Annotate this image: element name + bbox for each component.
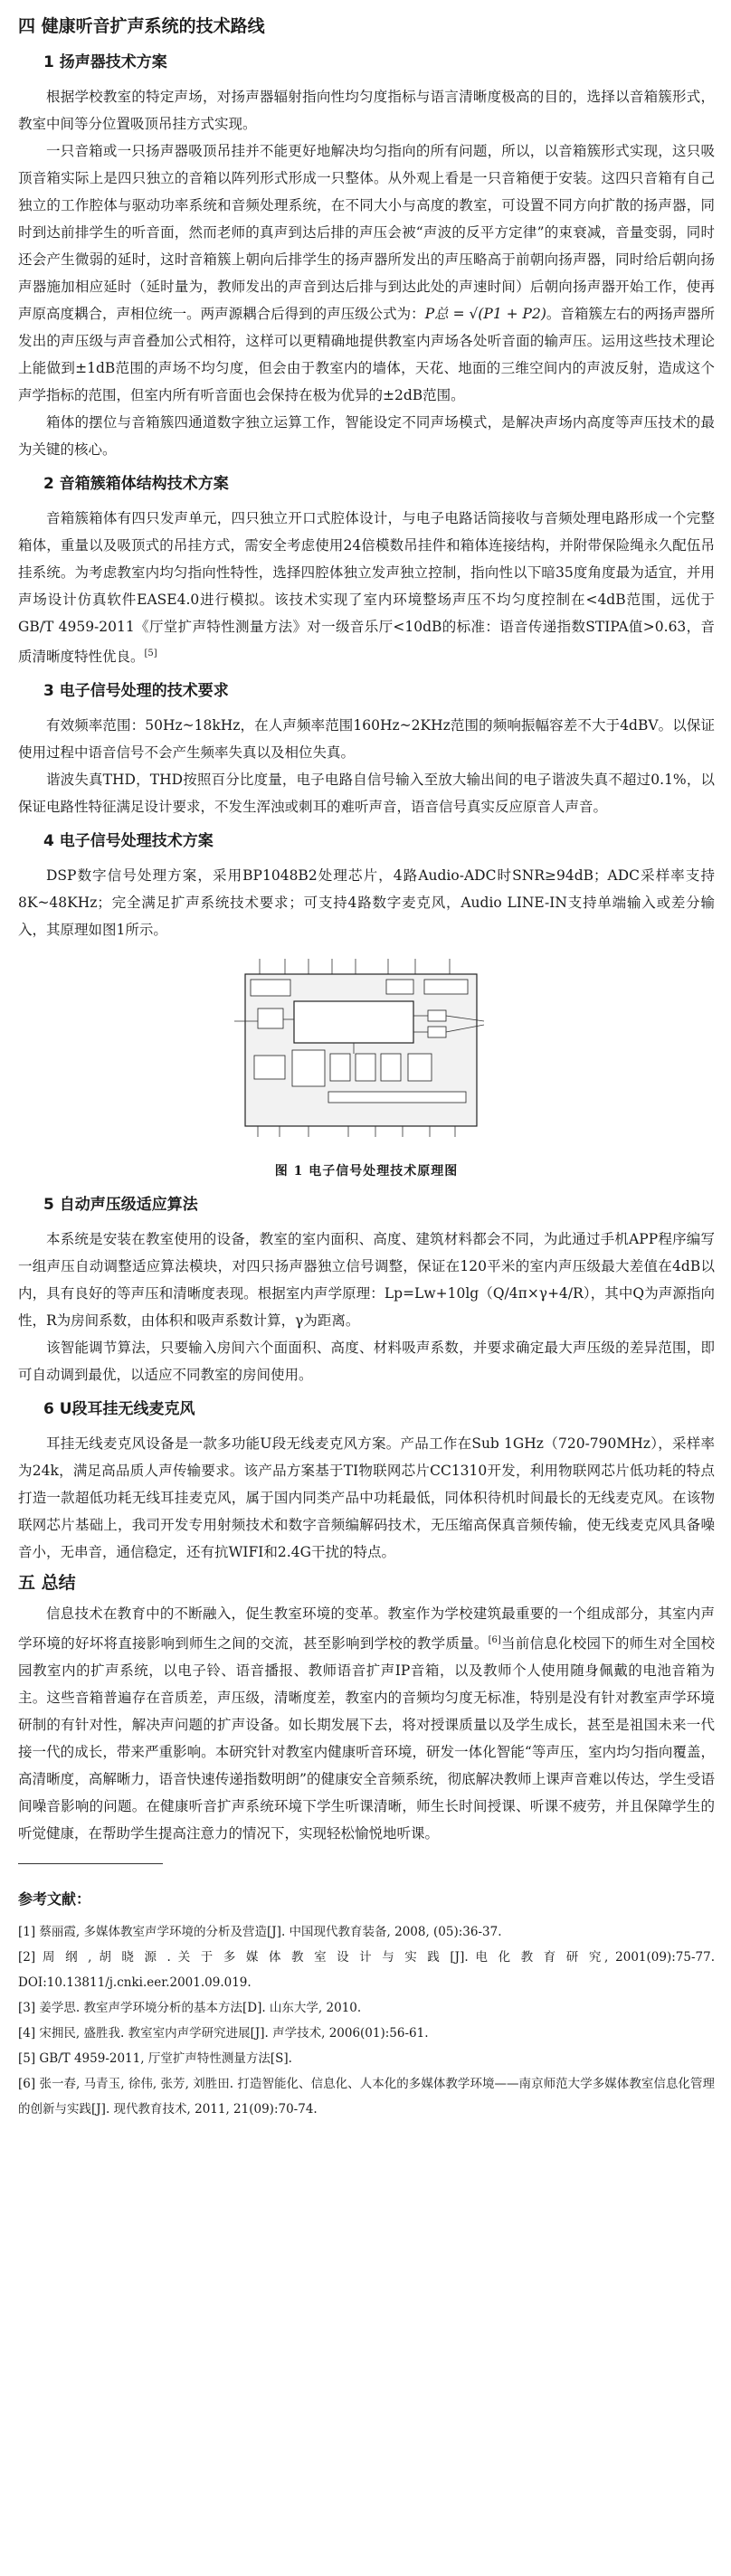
reference-item: [4] 宋拥民, 盛胜我. 教室室内声学研究进展[J]. 声学技术, 2006(01):56-61. [18, 2026, 429, 2041]
subsection-1-heading: 1 扬声器技术方案 [43, 53, 167, 71]
reference-item: [5] GB/T 4959-2011, 厅堂扩声特性测量方法[S]. [18, 2051, 292, 2067]
paragraph-text: 音箱簇箱体有四只发声单元，四只独立开口式腔体设计，与电子电路话筒接收与音频处理电路形成一个完整箱体，重量以及吸顶式的吊挂方式，需安全考虑使用24倍模数吊挂件和箱体连接结构，并附带保险绳永久配伍吊挂系统。为考虑教室内均匀指向性特性，选择四腔体独立发声独立控制，指向性以下暗35度角度最为适宜，并用声场设计仿真软件EASE4.0进行模拟。该技术实现了室内环境整场声压不均匀度控制在<4dB范围，远优于GB/T 4959-2011《厅堂扩声特性测量方法》对一级音乐厅<10dB的标准：语音传递指数STIPA值>0.63，音质清晰度特性优良。 [18, 510, 715, 666]
dsp-block-diagram [222, 949, 511, 1159]
paragraph [18, 1600, 715, 1847]
subsection-6-heading: 6 U段耳挂无线麦克风 [43, 1400, 195, 1419]
paragraph-text: 一只音箱或一只扬声器吸顶吊挂并不能更好地解决均匀指向的所有问题，所以，以音箱簇形式实现，这只吸顶音箱实际上是四只独立的音箱以阵列形式形成一只整体。从外观上看是一只音箱便于安装。这四只音箱有自己独立的工作腔体与驱动功率系统和音频处理系统，在不同大小与高度的教室，可设置不同方向扩散的扬声器，同时到达前排学生的听音面，然而老师的真声到达后排的声压会被“声波的反平方定律”的束衰减，音量变弱，同时还会产生微弱的延时，这时音箱簇上朝向后排学生的扬声器所发出的声压略高于前朝向扬声器，同时给后朝向扬声器施加相应延时（延时量为，教师发出的声音到达后排与到达此处的声速时间）后朝向扬声器开始工作，使再声原高度耦合，声相位统一。两声源耦合后得到的声压级公式为： [18, 143, 715, 322]
paragraph [18, 505, 715, 670]
paragraph: 耳挂无线麦克风设备是一款多功能U段无线麦克风方案。产品工作在Sub 1GHz（720-790MHz），采样率为24k，满足高品质人声传输要求。该产品方案基于TI物联网芯片CC1310开发，利用物联网芯片低功耗的特点打造一款超低功耗无线耳挂麦克风，属于国内同类产品中功耗最低，同体积待机时间最长的无线麦克风。在该物联网芯片基础上，我司开发专用射频技术和数字音频编解码技术，无压缩高保真音频传输，使无线麦克风具备噪音小，无串音，通信稳定，还有抗WIFI和2.4G干扰的特点。 [18, 1435, 715, 1561]
paragraph-text: 。音箱簇左右的两扬声器所发出的声压级与声音叠加公式相符，这样可以更精确地提供教室内声场各处听音面的输声压。运用这些技术理论上能做到±1dB范围的声场不均匀度，但会由于教室内的墙体，天花、地面的三维空间内的声波反射，造成这个声学指标的范围，但室内所有听音面也会保持在极为优异的±2dB范围。 [18, 306, 715, 403]
section-4-heading: 四 健康听音扩声系统的技术路线 [18, 16, 265, 36]
section-5-heading: 五 总结 [18, 1573, 76, 1594]
paragraph: 该智能调节算法，只要输入房间六个面面积、高度、材料吸声系数，并要求确定最大声压级的差异范围，即可自动调到最优，以适应不同教室的房间使用。 [18, 1340, 715, 1384]
references-heading: 参考文献： [18, 1890, 91, 1908]
paragraph: 本系统是安装在教室使用的设备，教室的室内面积、高度、建筑材料都会不同，为此通过手机APP程序编写一组声压自动调整适应算法模块，对四只扬声器独立信号调整，保证在120平米的室内声压级最大差值在4dB以内，具有良好的等声压和清晰度表现。根据室内声学原理：Lp=Lw+10lg（Q/4π×γ+4/R），其中Q为声源指向性，R为房间系数，由体积和吸声系数计算，γ为距离。 [18, 1231, 715, 1330]
figure-1 [18, 949, 715, 1182]
citation: [5] [144, 649, 157, 658]
paragraph: DSP数字信号处理方案，采用BP1048B2处理芯片，4路Audio-ADC时SNR≥94dB；ADC采样率支持8K~48KHz；完全满足扩声系统技术要求；可支持4路数字麦克风，Audio LINE-IN支持单端输入或差分输入，其原理如图1所示。 [18, 867, 715, 939]
figure-caption: 图 1 电子信号处理技术原理图 [274, 1164, 459, 1179]
paragraph-text: 信息技术在教育中的不断融入，促生教室环境的变革。教室作为学校建筑最重要的一个组成部分，其室内声学环境的好坏将直接影响到师生之间的交流，甚至影响到学校的教学质量。 [18, 1605, 715, 1653]
paragraph-text: 当前信息化校园下的师生对全国校园教室内的扩声系统，以电子铃、语音播报、教师语音扩声IP音箱，以及教师个人使用随身佩戴的电池音箱为主。这些音箱普遍存在音质差，声压级，清晰度差，教室内的音频均匀度无标准，特别是没有针对教室声学环境研制的有针对性，解决声问题的扩声设备。如长期发展下去，将对授课质量以及学生成长，甚至是祖国未来一代接一代的成长，带来严重影响。本研究针对教室内健康听音环境，研发一体化智能“等声压，室内均匀指向覆盖，高清晰度，高解晰力，语音快速传递指数明朗”的健康安全音频系统，彻底解决教师上课声音难以传达，学生受语间噪音影响的问题。在健康听音扩声系统环境下学生听课清晰，师生长时间授课、听课不疲劳，并且保障学生的听觉健康，在帮助学生提高注意力的情况下，实现轻松愉悦地听课。 [18, 1635, 715, 1842]
reference-item: [6] 张一春, 马青玉, 徐伟, 张芳, 刘胜田. 打造智能化、信息化、人本化的多媒体教学环境——南京师范大学多媒体教室信息化管理的创新与实践[J]. 现代教育技术, 2011, 21(09):70-74. [18, 2077, 715, 2117]
subsection-3-heading: 3 电子信号处理的技术要求 [43, 682, 229, 701]
sound-pressure-formula: P总 = √(P1 + P2) [424, 306, 546, 322]
citation: [6] [488, 1635, 501, 1646]
subsection-2-heading: 2 音箱簇箱体结构技术方案 [43, 475, 229, 493]
reference-item: [1] 蔡丽霞, 多媒体教室声学环境的分析及营造[J]. 中国现代教育装备, 2008, (05):36-37. [18, 1925, 502, 1940]
paragraph: 有效频率范围：50Hz~18kHz，在人声频率范围160Hz~2KHz范围的频响振幅容差不大于4dBV。以保证使用过程中语音信号不会产生频率失真以及相位失真。 [18, 717, 715, 762]
paragraph: 谐波失真THD，THD按照百分比度量，电子电路自信号输入至放大输出间的电子谐波失真不超过0.1%，以保证电路性特征满足设计要求，不发生浑浊或刺耳的难听声音，语音信号真实反应原音人声音。 [18, 772, 715, 816]
subsection-4-heading: 4 电子信号处理技术方案 [43, 832, 214, 851]
reference-item: [2] 周 纲 , 胡 晓 源 . 关 于 多 媒 体 教 室 设 计 与 实 践 [J]. 电 化 教 育 研 究, 2001(09):75-77. DOI:10.13811/j.cnki.eer.2001.09.019. [18, 1950, 715, 1991]
subsection-5-heading: 5 自动声压级适应算法 [43, 1196, 198, 1215]
paragraph: 根据学校教室的特定声场，对扬声器辐射指向性均匀度指标与语言清晰度极高的目的，选择以音箱簇形式，教室中间等分位置吸顶吊挂方式实现。 [18, 89, 715, 132]
paragraph [18, 137, 715, 409]
footnote-divider [18, 1863, 163, 1864]
reference-item: [3] 姜学思. 教室声学环境分析的基本方法[D]. 山东大学, 2010. [18, 2001, 362, 2016]
paragraph: 箱体的摆位与音箱簇四通道数字独立运算工作，智能设定不同声场模式，是解决声场内高度等声压技术的最为关键的核心。 [18, 414, 715, 458]
